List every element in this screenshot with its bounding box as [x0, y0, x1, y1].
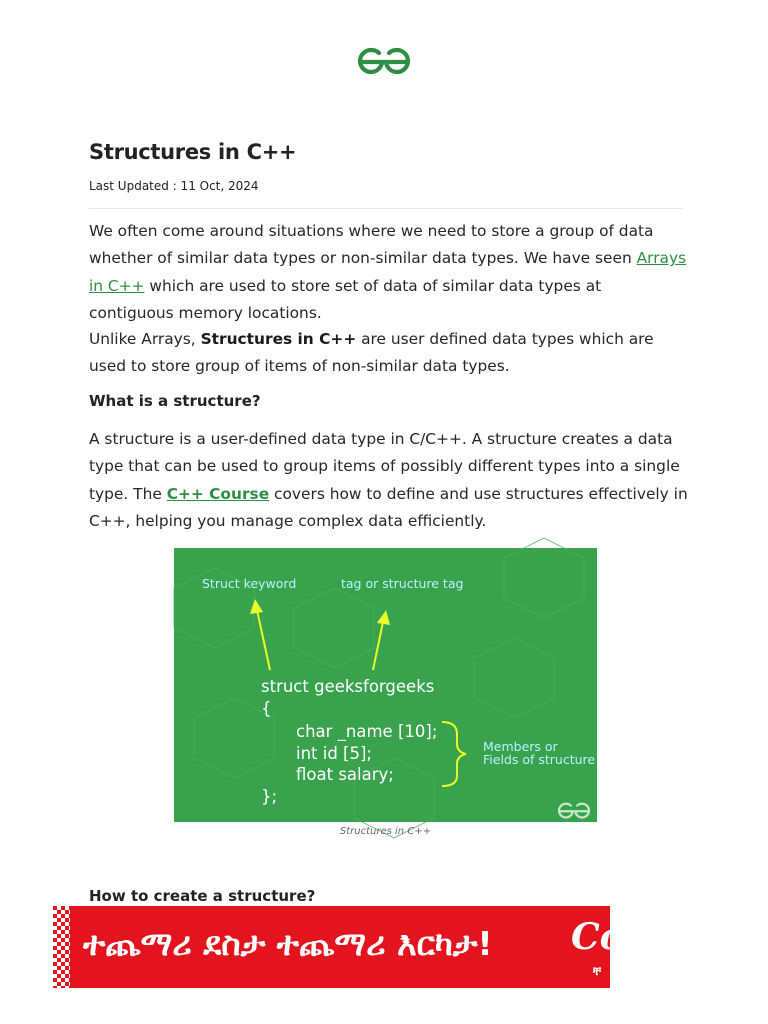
members-brace — [442, 722, 466, 786]
struct-keyword-arrow — [257, 610, 270, 670]
definition-paragraph — [89, 426, 689, 535]
code-line: int id [5]; — [296, 744, 372, 763]
divider — [89, 208, 683, 209]
unlike-paragraph — [89, 326, 689, 381]
geeksforgeeks-watermark-icon — [556, 800, 592, 820]
structure-tag-label: tag or structure tag — [341, 576, 464, 591]
page-title: Structures in C++ — [89, 140, 297, 164]
ad-checker-pattern — [53, 906, 70, 988]
intro-text-1: We often come around situations where we need to store a group of data whether of similar data types or non-similar data types. We have seen — [89, 222, 654, 268]
geeksforgeeks-logo-icon[interactable] — [357, 44, 411, 76]
structure-diagram — [174, 548, 597, 822]
members-label-line-1: Members or — [483, 739, 558, 754]
definition-text-2: covers how to define and use structures effectively in C++, helping you manage complex data efficiently. — [89, 484, 688, 530]
intro-text-2: which are used to store set of data of similar data types at contiguous memory locations. — [89, 276, 602, 322]
code-line: struct geeksforgeeks — [261, 677, 435, 696]
figure-caption: Structures in C++ — [339, 826, 432, 837]
code-line: }; — [261, 787, 278, 806]
heading-how-to-create: How to create a structure? — [89, 887, 316, 905]
code-line: float salary; — [296, 765, 394, 784]
definition-text-1: A structure is a user-defined data type in C/C++. A structure creates a data type that can be used to group items of possibly different types into a single type. The — [89, 430, 680, 503]
arrays-in-cpp-link[interactable]: Arrays in C++ — [89, 249, 687, 295]
unlike-text-2: are user defined data types which are used to store group of items of non-similar data types. — [89, 330, 654, 376]
intro-paragraph — [89, 218, 689, 327]
code-line: char _name [10]; — [296, 722, 438, 741]
unlike-bold: Structures in C++ — [200, 330, 357, 348]
struct-keyword-label: Struct keyword — [202, 576, 297, 591]
ad-text: ተጨማሪ ደስታ ተጨማሪ እርካታ! — [83, 924, 493, 963]
struct-keyword-arrowhead — [250, 599, 263, 614]
unlike-text-1: Unlike Arrays, — [89, 330, 201, 348]
ad-subtext: ቸ — [593, 964, 602, 978]
last-updated: Last Updated : 11 Oct, 2024 — [89, 179, 259, 193]
members-label-line-2: Fields of structure — [483, 752, 596, 767]
ad-banner[interactable] — [53, 906, 669, 988]
ad-brand-logo: Coca — [571, 916, 669, 958]
heading-what-is-structure: What is a structure? — [89, 392, 261, 410]
cpp-course-link[interactable]: C++ Course — [166, 484, 270, 503]
tag-arrowhead — [377, 610, 390, 625]
members-label — [483, 740, 595, 766]
code-line: { — [261, 699, 272, 718]
